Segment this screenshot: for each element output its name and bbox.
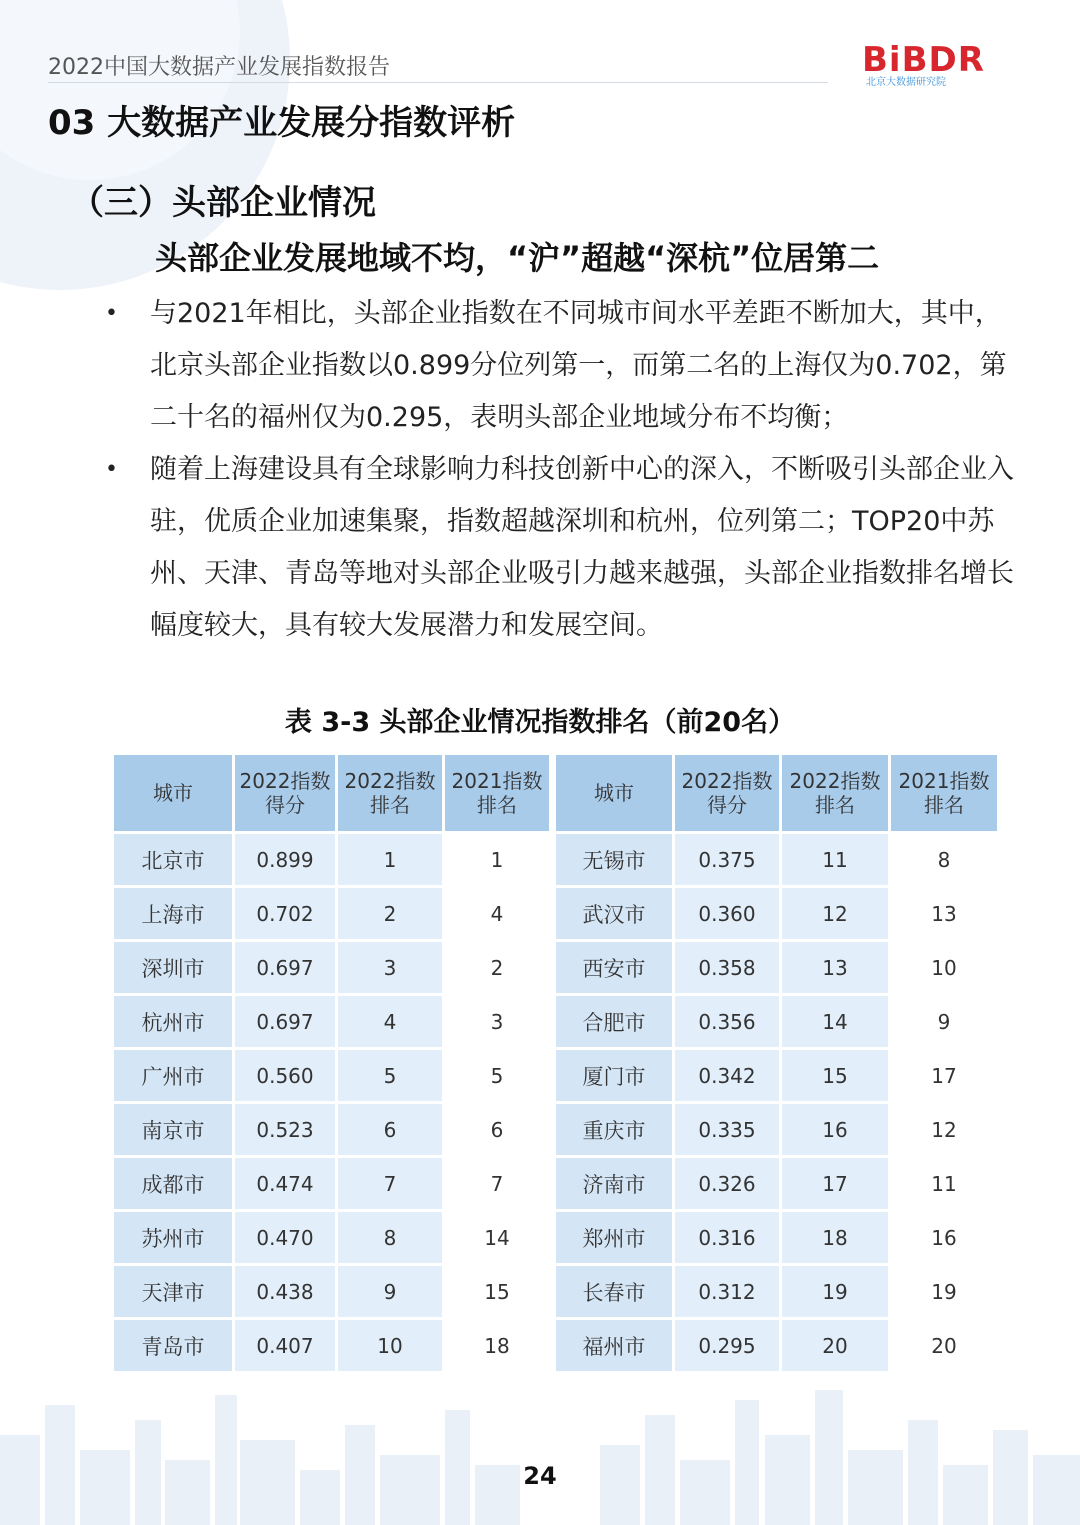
cell-rank-2022: 3 [338,942,442,993]
cell-score-2022: 0.312 [675,1266,779,1317]
cell-score-2022: 0.702 [235,888,335,939]
cell-city: 福州市 [556,1320,672,1371]
column-gap [552,755,553,831]
cell-score-2022: 0.697 [235,942,335,993]
header-score-2022: 2022指数得分 [675,755,779,831]
cell-city: 广州市 [114,1050,232,1101]
cell-rank-2022: 6 [338,1104,442,1155]
table-row [114,1050,997,1101]
table-row [114,996,997,1047]
column-gap [552,996,553,1047]
table-row [114,1212,997,1263]
cell-rank-2021: 4 [445,888,549,939]
cell-rank-2021: 3 [445,996,549,1047]
cell-score-2022: 0.356 [675,996,779,1047]
cell-rank-2021: 15 [445,1266,549,1317]
column-gap [552,1050,553,1101]
cell-score-2022: 0.295 [675,1320,779,1371]
bullet-text: 随着上海建设具有全球影响力科技创新中心的深入，不断吸引头部企业入驻，优质企业加速集聚，指数超越深圳和杭州，位列第二；TOP20中苏州、天津、青岛等地对头部企业吸引力越来越强，头部企业指数排名增长幅度较大，具有较大发展潜力和发展空间。 [150,454,1014,641]
cell-rank-2022: 16 [782,1104,888,1155]
cell-rank-2022: 17 [782,1158,888,1209]
cell-city: 长春市 [556,1266,672,1317]
table-header-row [114,755,997,831]
cell-rank-2022: 19 [782,1266,888,1317]
bibdr-logo [862,40,1042,86]
cell-score-2022: 0.342 [675,1050,779,1101]
cell-city: 西安市 [556,942,672,993]
column-gap [552,888,553,939]
cell-rank-2022: 10 [338,1320,442,1371]
cell-rank-2021: 1 [445,834,549,885]
cell-score-2022: 0.899 [235,834,335,885]
cell-rank-2022: 15 [782,1050,888,1101]
column-gap [552,834,553,885]
cell-rank-2021: 14 [445,1212,549,1263]
cell-score-2022: 0.470 [235,1212,335,1263]
cell-rank-2022: 20 [782,1320,888,1371]
cell-score-2022: 0.360 [675,888,779,939]
table-row [114,1266,997,1317]
cell-city: 武汉市 [556,888,672,939]
cell-score-2022: 0.375 [675,834,779,885]
page-number: 24 [523,1462,557,1490]
logo-mark: BiBDR [862,40,985,80]
header-rank-2021: 2021指数排名 [445,755,549,831]
header-rank-2021: 2021指数排名 [891,755,997,831]
cell-rank-2021: 8 [891,834,997,885]
city-skyline-decoration [0,1375,1080,1525]
cell-score-2022: 0.316 [675,1212,779,1263]
cell-city: 青岛市 [114,1320,232,1371]
cell-score-2022: 0.560 [235,1050,335,1101]
cell-rank-2021: 13 [891,888,997,939]
cell-city: 重庆市 [556,1104,672,1155]
cell-rank-2021: 6 [445,1104,549,1155]
cell-score-2022: 0.438 [235,1266,335,1317]
cell-city: 厦门市 [556,1050,672,1101]
header-city: 城市 [556,755,672,831]
cell-city: 成都市 [114,1158,232,1209]
table-row [114,1158,997,1209]
subsection-title: （三）头部企业情况 [70,183,376,223]
ranking-table [111,752,1000,1374]
cell-rank-2022: 9 [338,1266,442,1317]
cell-city: 无锡市 [556,834,672,885]
cell-rank-2022: 1 [338,834,442,885]
cell-city: 杭州市 [114,996,232,1047]
cell-rank-2021: 9 [891,996,997,1047]
cell-rank-2022: 13 [782,942,888,993]
header-rank-2022: 2022指数排名 [782,755,888,831]
column-gap [552,942,553,993]
cell-rank-2021: 16 [891,1212,997,1263]
cell-rank-2021: 19 [891,1266,997,1317]
cell-rank-2022: 18 [782,1212,888,1263]
cell-score-2022: 0.326 [675,1158,779,1209]
cell-rank-2022: 4 [338,996,442,1047]
cell-rank-2021: 20 [891,1320,997,1371]
cell-rank-2022: 7 [338,1158,442,1209]
cell-rank-2021: 2 [445,942,549,993]
table-caption: 表 3-3 头部企业情况指数排名（前20名） [284,707,796,738]
table-row [114,1104,997,1155]
cell-city: 郑州市 [556,1212,672,1263]
table-row [114,834,997,885]
headline: 头部企业发展地域不均，“沪”超越“深杭”位居第二 [155,239,880,277]
cell-rank-2021: 17 [891,1050,997,1101]
cell-score-2022: 0.358 [675,942,779,993]
table-row [114,888,997,939]
cell-city: 深圳市 [114,942,232,993]
cell-city: 北京市 [114,834,232,885]
column-gap [552,1158,553,1209]
cell-rank-2022: 2 [338,888,442,939]
column-gap [552,1266,553,1317]
cell-rank-2022: 12 [782,888,888,939]
header-divider [48,82,828,83]
cell-rank-2022: 11 [782,834,888,885]
column-gap [552,1212,553,1263]
cell-score-2022: 0.697 [235,996,335,1047]
cell-rank-2021: 12 [891,1104,997,1155]
cell-city: 南京市 [114,1104,232,1155]
table-body [114,834,997,1371]
cell-score-2022: 0.407 [235,1320,335,1371]
cell-city: 济南市 [556,1158,672,1209]
column-gap [552,1104,553,1155]
bullet-icon: • [105,301,118,326]
bullet-text: 与2021年相比，头部企业指数在不同城市间水平差距不断加大，其中，北京头部企业指数以0.899分位列第一，而第二名的上海仅为0.702，第二十名的福州仅为0.295，表明头部企业地域分布不均衡； [150,298,1007,433]
bullet-item [105,288,1025,444]
bullet-icon: • [105,457,118,482]
cell-score-2022: 0.335 [675,1104,779,1155]
cell-city: 苏州市 [114,1212,232,1263]
cell-city: 上海市 [114,888,232,939]
section-title: 03 大数据产业发展分指数评析 [48,103,516,143]
cell-rank-2021: 10 [891,942,997,993]
logo-subtitle: 北京大数据研究院 [866,77,946,88]
header-score-2022: 2022指数得分 [235,755,335,831]
cell-score-2022: 0.474 [235,1158,335,1209]
cell-rank-2021: 11 [891,1158,997,1209]
cell-city: 天津市 [114,1266,232,1317]
cell-score-2022: 0.523 [235,1104,335,1155]
cell-rank-2022: 8 [338,1212,442,1263]
header-rank-2022: 2022指数排名 [338,755,442,831]
bullet-list [105,288,1025,652]
header-city: 城市 [114,755,232,831]
bullet-item [105,444,1025,652]
cell-rank-2021: 5 [445,1050,549,1101]
column-gap [552,1320,553,1371]
table-row [114,942,997,993]
cell-rank-2022: 5 [338,1050,442,1101]
report-title: 2022中国大数据产业发展指数报告 [48,55,390,80]
cell-city: 合肥市 [556,996,672,1047]
cell-rank-2021: 18 [445,1320,549,1371]
cell-rank-2021: 7 [445,1158,549,1209]
cell-rank-2022: 14 [782,996,888,1047]
table-row [114,1320,997,1371]
